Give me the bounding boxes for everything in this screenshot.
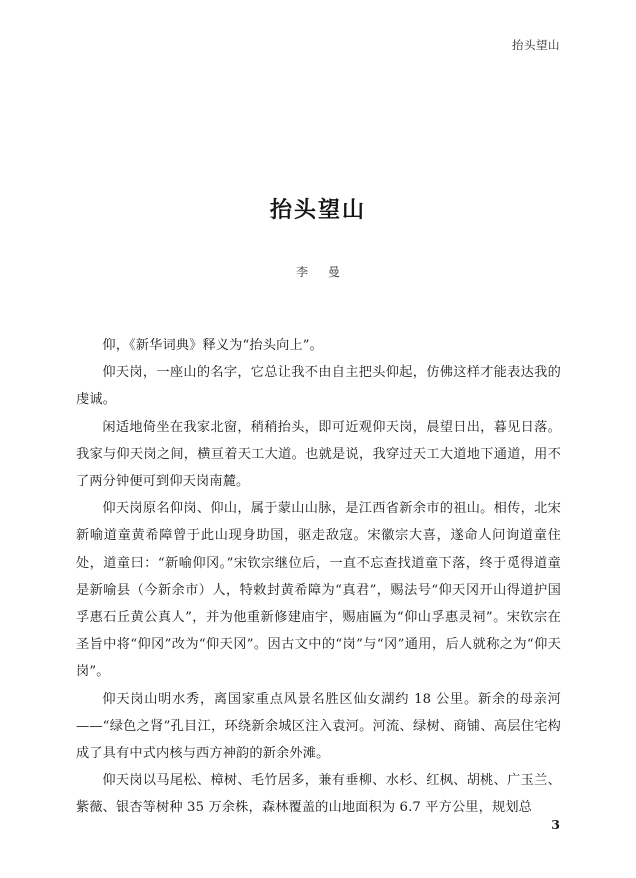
- running-header: 抬头望山: [512, 38, 560, 52]
- paragraph: 仰天岗山明水秀，离国家重点风景名胜区仙女湖约 18 公里。新余的母亲河——“绿色之肾”孔目江，环绕新余城区注入袁河。河流、绿树、商铺、高层住宅构成了具有中式内核与西方神韵的新余外滩。: [76, 691, 561, 762]
- paragraph: 仰天岗以马尾松、樟树、毛竹居多，兼有垂柳、水杉、红枫、胡桃、广玉兰、紫薇、银杏等树种 35 万余株，森林覆盖的山地面积为 6.7 平方公里，规划总: [76, 773, 561, 816]
- paragraph: 仰天岗，一座山的名字，它总让我不由自主把头仰起，仿佛这样才能表达我的虔诚。: [76, 365, 561, 408]
- paragraph: 仰，《新华词典》释义为“抬头向上”。: [102, 338, 323, 353]
- author-byline: 李 曼: [296, 264, 348, 279]
- page-title: 抬头望山: [269, 197, 366, 223]
- page-number: 3: [551, 816, 560, 832]
- paragraph: 仰天岗原名仰岗、仰山，属于蒙山山脉，是江西省新余市的祖山。相传，北宋新喻道童黄希障曾于此山现身助国，驱走敌寇。宋徽宗大喜，遂命人问询道童住处，道童曰：“新喻仰冈。”宋钦宗继位后，一直不忘查找道童下落，终于觅得道童是新喻县（今新余市）人，特敕封黄希障为“真君”，赐法号“仰天冈开山得道护国孚惠石丘黄公真人”，并为他重新修建庙宇，赐庙匾为“仰山孚惠灵祠”。宋钦宗在圣旨中将“仰冈”改为“仰天冈”。因古文中的“岗”与“冈”通用，后人就称之为“仰天岗”。: [76, 501, 561, 680]
- paragraph: 闲适地倚坐在我家北窗，稍稍抬头，即可近观仰天岗，晨望日出，暮见日落。我家与仰天岗之间，横亘着天工大道。也就是说，我穿过天工大道地下通道，用不了两分钟便可到仰天岗南麓。: [76, 419, 561, 490]
- title-block: [76, 196, 560, 280]
- body-text: [76, 332, 561, 822]
